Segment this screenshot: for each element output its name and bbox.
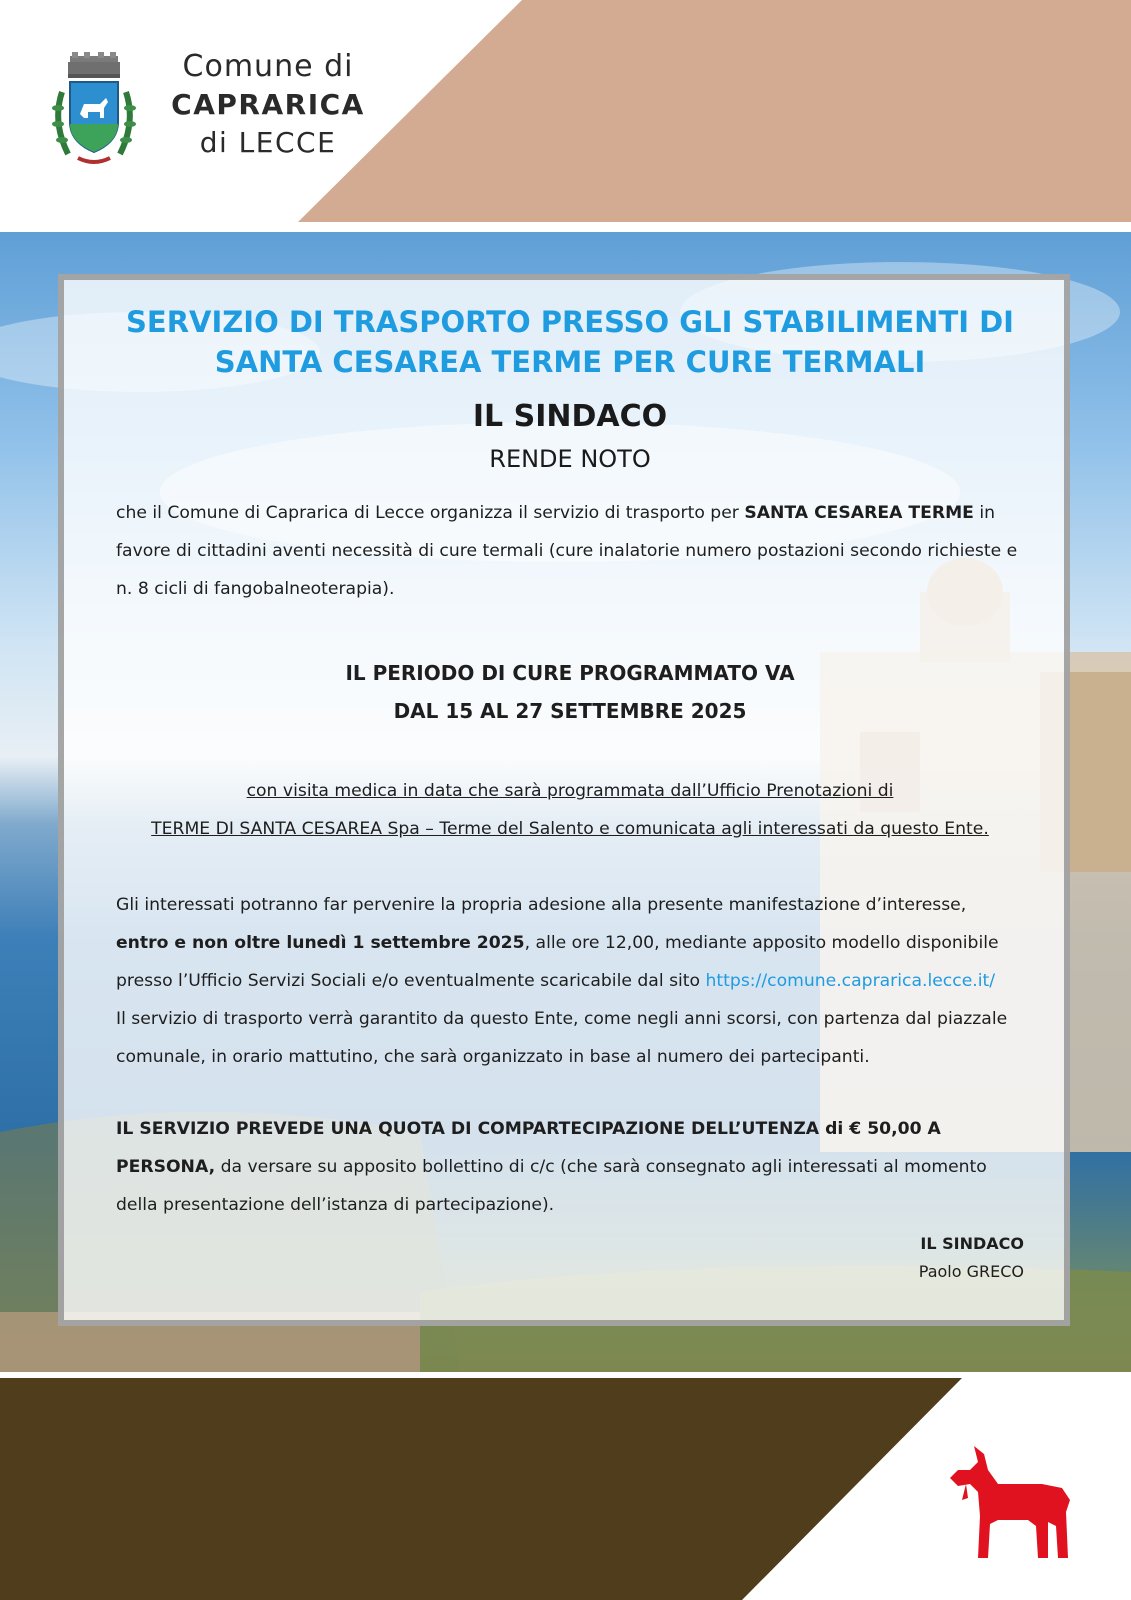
paragraph-intro-bold: SANTA CESAREA TERME xyxy=(744,503,974,523)
paragraph-intro-text-a: che il Comune di Caprarica di Lecce organizza il servizio di trasporto per xyxy=(116,503,745,523)
notice-card xyxy=(58,274,1070,1326)
signature-name: Paolo GRECO xyxy=(918,1262,1024,1281)
signature-title: IL SINDACO xyxy=(920,1234,1024,1253)
signature-block xyxy=(116,1230,1024,1286)
paragraph-application-text-c: Il servizio di trasporto verrà garantito da questo Ente, come negli anni scorsi, con partenza dal piazzale comunale, in orario mattutino, che sarà organizzato in base al numero dei partecipanti. xyxy=(116,1009,1008,1067)
period-announcement xyxy=(116,654,1024,730)
medical-visit-line1: con visita medica in data che sarà programmata dall’Ufficio Prenotazioni di xyxy=(246,781,894,801)
notice-title xyxy=(116,302,1024,382)
paragraph-fee-text: da versare su apposito bollettino di c/c (che sarà consegnato agli interessati al momento della presentazione dell’istanza di partecipazione). xyxy=(116,1157,987,1215)
paragraph-intro-text-b: in favore di cittadini aventi necessità di cure termali (cure inalatorie numero postazioni secondo richieste e n. 8 cicli di fangobalneoterapia). xyxy=(116,503,1018,599)
notice-title-line1: SERVIZIO DI TRASPORTO PRESSO GLI STABILIMENTI DI xyxy=(126,305,1014,339)
notice-title-line2: SANTA CESAREA TERME PER CURE TERMALI xyxy=(214,345,926,379)
goat-icon xyxy=(944,1440,1074,1562)
notice-heading: IL SINDACO xyxy=(472,399,668,434)
paragraph-intro xyxy=(116,494,1024,608)
paragraph-application-text-a: Gli interessati potranno far pervenire la propria adesione alla presente manifestazione d’interesse, xyxy=(116,895,967,915)
paragraph-fee xyxy=(116,1110,1024,1224)
header xyxy=(0,0,1131,232)
website-link[interactable]: https://comune.caprarica.lecce.it/ xyxy=(705,971,996,991)
period-line1: IL PERIODO DI CURE PROGRAMMATO VA xyxy=(345,661,795,685)
paragraph-application-text-b: , alle ore 12,00, mediante apposito modello disponibile presso l’Ufficio Servizi Sociali e/o eventualmente scaricabile dal sito xyxy=(116,933,999,991)
notice-subheading: RENDE NOTO xyxy=(489,445,651,473)
paragraph-fee-bold: IL SERVIZIO PREVEDE UNA QUOTA DI COMPARTECIPAZIONE DELL’UTENZA di € 50,00 A PERSONA, xyxy=(116,1119,941,1177)
medical-visit-line2: TERME DI SANTA CESAREA Spa – Terme del Salento e comunicata agli interessati da questo Ente. xyxy=(151,819,989,839)
town-name-line3: di LECCE xyxy=(199,126,337,159)
medical-visit-note xyxy=(116,772,1024,848)
coat-of-arms-icon xyxy=(48,52,140,170)
paragraph-application xyxy=(116,886,1024,1076)
period-line2: DAL 15 AL 27 SETTEMBRE 2025 xyxy=(393,699,747,723)
paragraph-application-deadline: entro e non oltre lunedì 1 settembre 2025 xyxy=(116,933,525,953)
town-name xyxy=(168,48,368,162)
town-name-line1: Comune di xyxy=(182,49,354,84)
town-name-line2: CAPRARICA xyxy=(171,88,365,121)
